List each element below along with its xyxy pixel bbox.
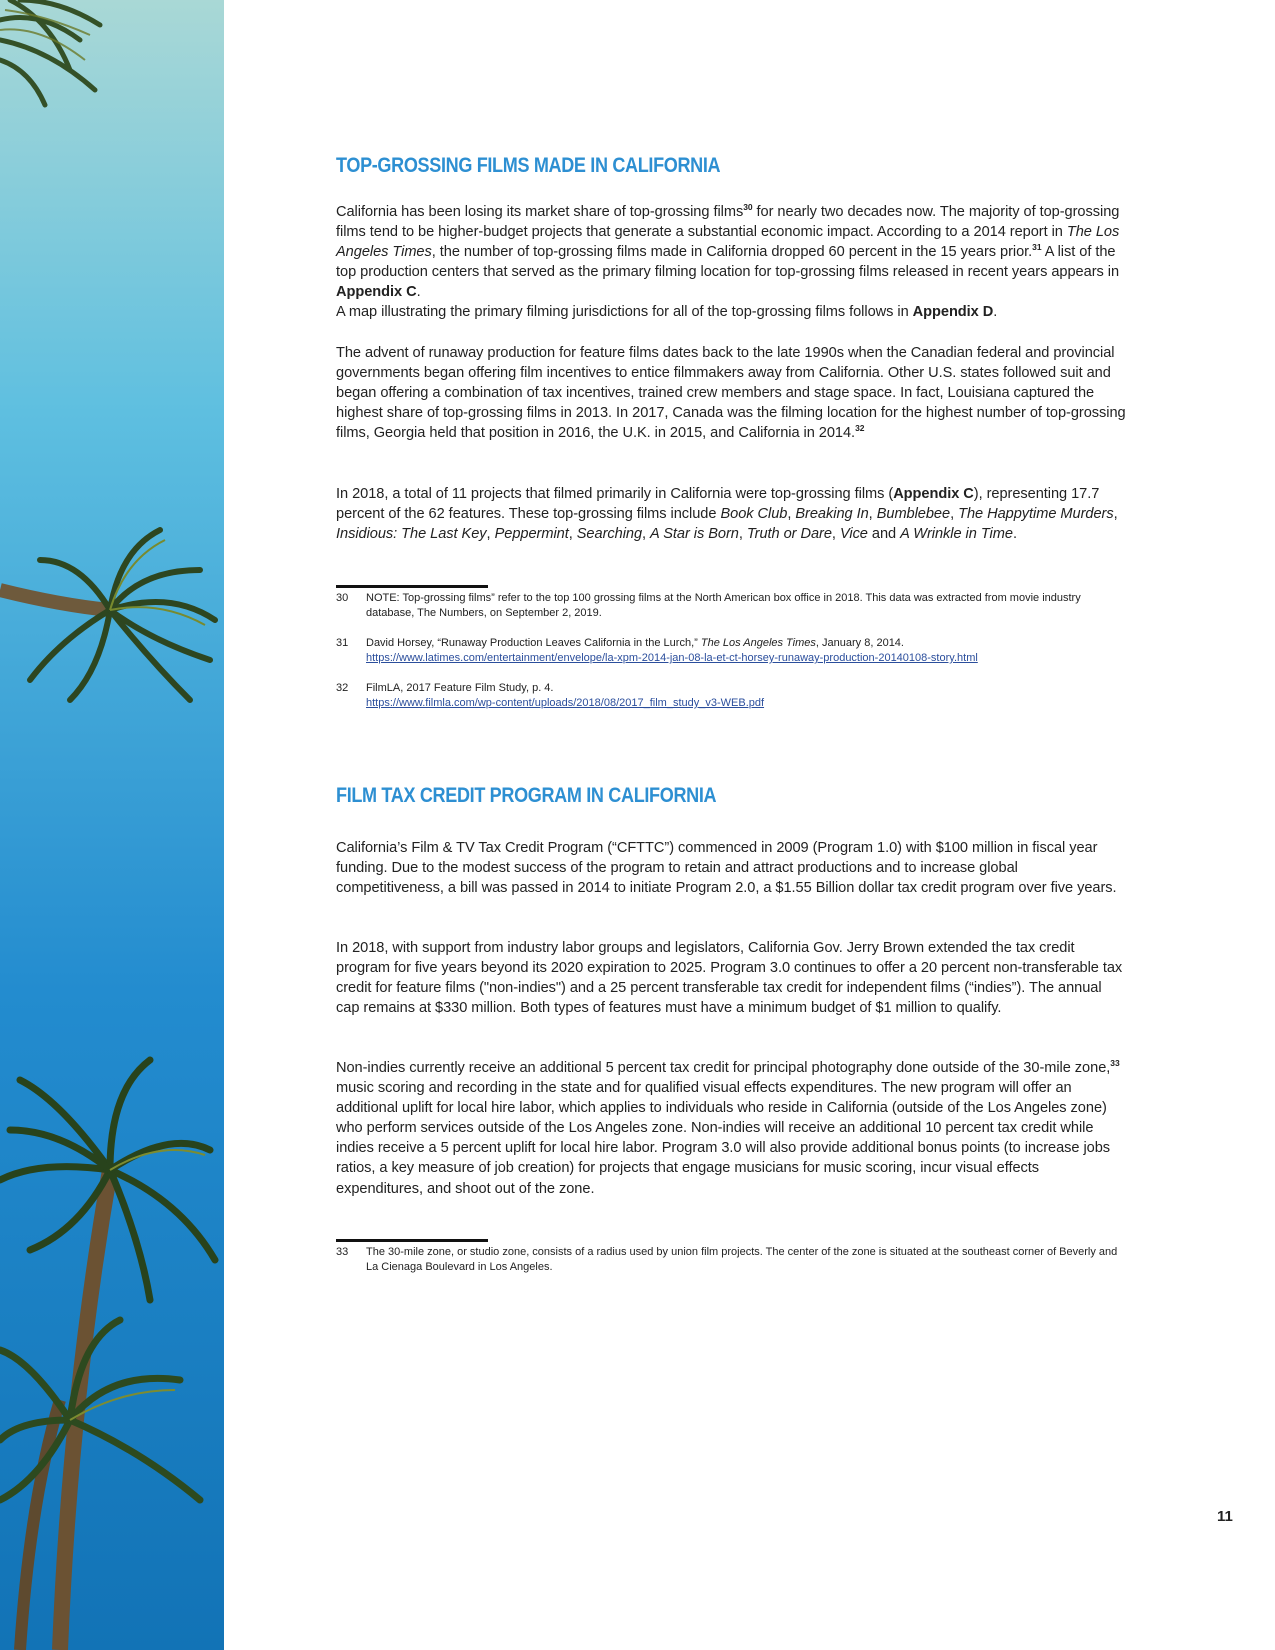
paragraph-program-3: In 2018, with support from industry labor groups and legislators, California Gov. Jerry Brown extended the tax credit program for five years beyond its 2020 expiration to 2025. Program 3.0 continues to offer a 20 percent non-transferable tax credit for feature films ("non-indies") and a 25 percent transferable tax credit for independent films (“indies”). The annual cap remains at $330 million. Both types of features must have a minimum budget of $1 million to qualify. [336, 940, 1123, 1017]
footnote-30: 30 NOTE: Top-grossing films” refer to the top 100 grossing films at the North American box office in 2018. This data was extracted from movie industry database, The Numbers, on September 2, 2019. [336, 592, 1081, 619]
paragraph-non-indies: Non-indies currently receive an additional 5 percent tax credit for principal photography done outside of the 30-mile zone,$^{33}$ music scoring and recording in the state and for qualified visual effects expenditures. The new program will offer an additional uplift for local hire labor, which applies to individuals who reside in California (outside of the Los Angeles zone) who perform services outside of the Los Angeles zone. Non-indies will receive an additional 10 percent tax credit while indies receive a 5 percent uplift for local hire labor. Program 3.0 will also provide additional bonus points (to increase jobs ratios, a key measure of job creation) for projects that engage musicians for music scoring, incur visual effects expenditures, and shoot out of the zone. [336, 1058, 1120, 1197]
footnote-divider [336, 585, 488, 588]
section-heading-top-grossing: TOP-GROSSING FILMS MADE IN CALIFORNIA [336, 154, 721, 177]
footnote-32: 32 FilmLA, 2017 Feature Film Study, p. 4. https://www.filmla.com/wp-content/uploads/2018/08/2017_film_study_v3-WEB.pdf [336, 682, 765, 709]
section-heading-tax-credit: FILM TAX CREDIT PROGRAM IN CALIFORNIA [336, 784, 717, 807]
footnote-31-link[interactable]: https://www.latimes.com/entertainment/envelope/la-xpm-2014-jan-08-la-et-ct-horsey-runaway-production-20140108-story.html [366, 652, 978, 664]
footnote-divider-2 [336, 1239, 488, 1242]
footnote-33: 33 The 30-mile zone, or studio zone, consists of a radius used by union film projects. The center of the zone is situated at the southeast corner of Beverly and La Cienaga Boulevard in Los Angeles. [336, 1246, 1118, 1273]
footnote-31: 31 David Horsey, “Runaway Production Leaves California in the Lurch,” The Los Angeles Times, January 8, 2014. https://www.latimes.com/entertainment/envelope/la-xpm-2014-jan-08-la-et-ct-horsey-runaway-production-20140108-story.html [336, 637, 978, 664]
paragraph-cfttc: California’s Film & TV Tax Credit Program (“CFTTC”) commenced in 2009 (Program 1.0) with $100 million in fiscal year funding. Due to the modest success of the program to retain and attract productions and to increase global competitiveness, a bill was passed in 2014 to initiate Program 2.0, a $1.55 Billion dollar tax credit program over five years. [336, 840, 1117, 897]
footnote-32-link[interactable]: https://www.filmla.com/wp-content/uploads/2018/08/2017_film_study_v3-WEB.pdf [366, 697, 765, 709]
paragraph-market-share: California has been losing its market share of top-grossing films$^{30}$ for nearly two decades now. The majority of top-grossing films tend to be higher-budget projects that generate a substantial economic impact. According to a 2014 report in The Los Angeles Times, the number of top-grossing films made in California dropped 60 percent in the 15 years prior.$^{31}$ A list of the top production centers that served as the primary filming location for top-grossing films released in recent years appears in Appendix C. A map illustrating the primary filming jurisdictions for all of the top-grossing films follows in Appendix D. [336, 202, 1120, 321]
palm-tree-photo [0, 0, 224, 1650]
paragraph-2018-projects: In 2018, a total of 11 projects that filmed primarily in California were top-grossing films (Appendix C), representing 17.7 percent of the 62 features. These top-grossing films include Book Club, Breaking In, Bumblebee, The Happytime Murders, Insidious: The Last Key, Peppermint, Searching, A Star is Born, Truth or Dare, Vice and A Wrinkle in Time. [336, 486, 1118, 543]
paragraph-runaway-production: The advent of runaway production for feature films dates back to the late 1990s when the Canadian federal and provincial governments began offering film incentives to entice filmmakers away from California. Other U.S. states followed suit and began offering a combination of tax incentives, trained crew members and stage space. In fact, Louisiana captured the highest share of top-grossing films in 2013. In 2017, Canada was the filming location for the highest number of top-grossing films, Georgia held that position in 2016, the U.K. in 2015, and California in 2014.32 [336, 345, 1126, 442]
page-number: 11 [1217, 1508, 1233, 1525]
